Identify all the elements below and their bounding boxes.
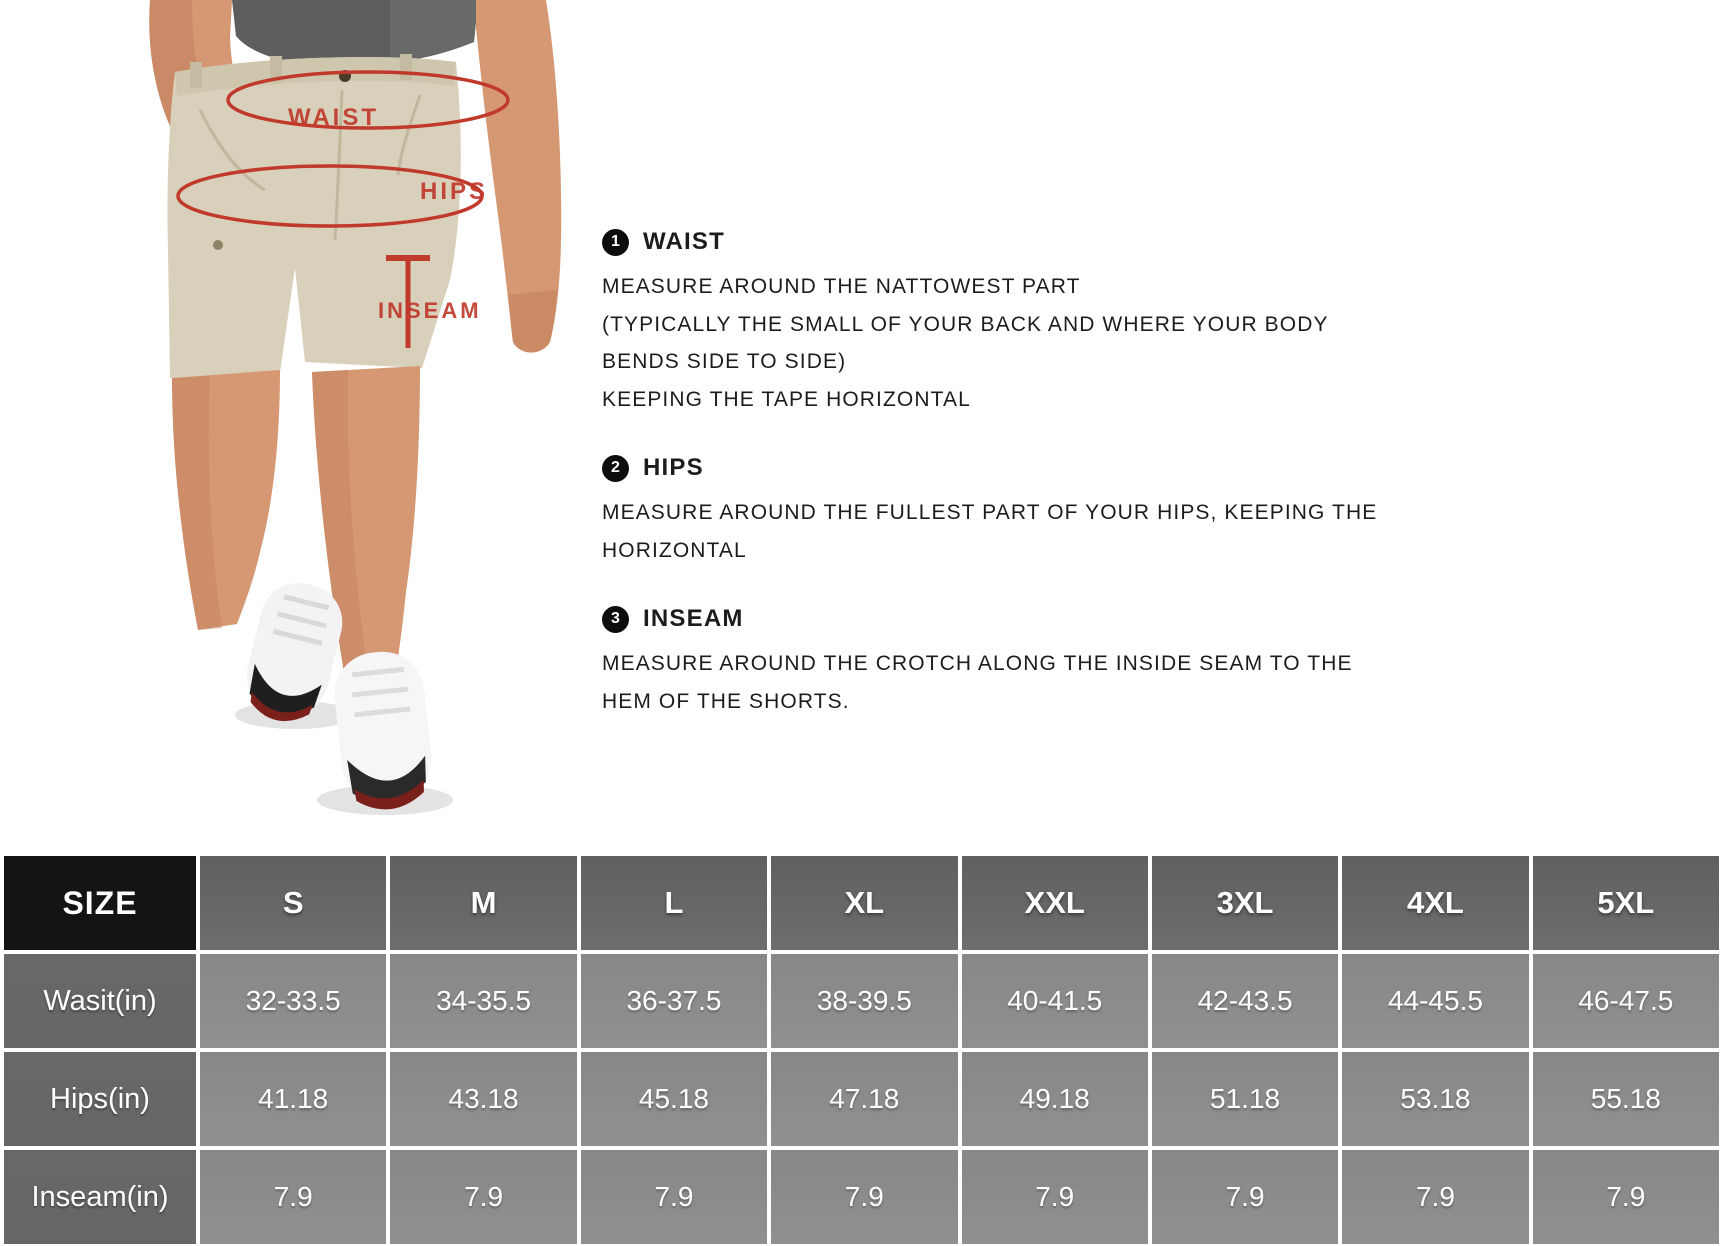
value-cell: 55.18 <box>1531 1050 1721 1148</box>
value-cell: 7.9 <box>198 1148 388 1246</box>
instruction-line: HEM OF THE SHORTS. <box>602 689 850 713</box>
instruction-inseam-heading <box>602 605 1402 633</box>
col-header-s: S <box>198 854 388 952</box>
inseam-row <box>2 1148 1721 1246</box>
col-header-4xl: 4XL <box>1340 854 1530 952</box>
instruction-hips-heading <box>602 454 1402 482</box>
shirt-highlight <box>390 0 478 62</box>
belt-loop <box>190 62 202 88</box>
value-cell: 53.18 <box>1340 1050 1530 1148</box>
instruction-inseam <box>602 605 1402 720</box>
value-cell: 36-37.5 <box>579 952 769 1050</box>
size-header-cell: SIZE <box>2 854 198 952</box>
value-cell: 7.9 <box>388 1148 578 1246</box>
instruction-line: HORIZONTAL <box>602 538 747 562</box>
value-cell: 7.9 <box>960 1148 1150 1246</box>
instruction-waist-heading <box>602 228 1402 256</box>
col-header-l: L <box>579 854 769 952</box>
value-cell: 7.9 <box>1531 1148 1721 1246</box>
inseam-annotation-label: INSEAM <box>378 298 482 323</box>
value-cell: 41.18 <box>198 1050 388 1148</box>
instruction-inseam-title: INSEAM <box>643 605 744 632</box>
col-header-xxl: XXL <box>960 854 1150 952</box>
value-cell: 51.18 <box>1150 1050 1340 1148</box>
instruction-line: MEASURE AROUND THE CROTCH ALONG THE INSIDE SEAM TO THE <box>602 652 1353 675</box>
instruction-line: KEEPING THE TAPE HORIZONTAL <box>602 387 971 411</box>
row-label-waist: Wasit(in) <box>2 952 198 1050</box>
col-header-5xl: 5XL <box>1531 854 1721 952</box>
value-cell: 42-43.5 <box>1150 952 1340 1050</box>
instruction-line: (TYPICALLY THE SMALL OF YOUR BACK AND WHERE YOUR BODY <box>602 312 1329 336</box>
instruction-line: MEASURE AROUND THE NATTOWEST PART <box>602 275 1081 298</box>
instruction-line: MEASURE AROUND THE FULLEST PART OF YOUR HIPS, KEEPING THE <box>602 501 1378 524</box>
right-hand <box>508 290 557 353</box>
value-cell: 40-41.5 <box>960 952 1150 1050</box>
number-1-badge: 1 <box>602 229 629 256</box>
hips-annotation-label: HIPS <box>420 178 489 205</box>
instruction-waist-title: WAIST <box>643 228 725 255</box>
value-cell: 44-45.5 <box>1340 952 1530 1050</box>
instruction-line: BENDS SIDE TO SIDE) <box>602 350 847 373</box>
value-cell: 38-39.5 <box>769 952 959 1050</box>
value-cell: 7.9 <box>769 1148 959 1246</box>
measuring-instructions <box>602 228 1402 756</box>
value-cell: 34-35.5 <box>388 952 578 1050</box>
number-3-badge: 3 <box>602 606 629 633</box>
belt-loop <box>400 54 412 80</box>
row-label-hips: Hips(in) <box>2 1050 198 1148</box>
value-cell: 43.18 <box>388 1050 578 1148</box>
waist-annotation-label: WAIST <box>288 104 379 131</box>
value-cell: 32-33.5 <box>198 952 388 1050</box>
col-header-m: M <box>388 854 578 952</box>
value-cell: 49.18 <box>960 1050 1150 1148</box>
instruction-waist <box>602 228 1402 418</box>
value-cell: 45.18 <box>579 1050 769 1148</box>
value-cell: 7.9 <box>579 1148 769 1246</box>
number-2-badge: 2 <box>602 455 629 482</box>
value-cell: 7.9 <box>1340 1148 1530 1246</box>
hips-row <box>2 1050 1721 1148</box>
value-cell: 7.9 <box>1150 1148 1340 1246</box>
value-cell: 46-47.5 <box>1531 952 1721 1050</box>
zipper-pull <box>213 240 223 250</box>
size-header-row <box>2 854 1721 952</box>
waist-row <box>2 952 1721 1050</box>
value-cell: 47.18 <box>769 1050 959 1148</box>
instruction-hips-title: HIPS <box>643 454 704 481</box>
col-header-3xl: 3XL <box>1150 854 1340 952</box>
row-label-inseam: Inseam(in) <box>2 1148 198 1246</box>
size-chart-table <box>0 852 1723 1246</box>
instruction-hips <box>602 454 1402 569</box>
col-header-xl: XL <box>769 854 959 952</box>
